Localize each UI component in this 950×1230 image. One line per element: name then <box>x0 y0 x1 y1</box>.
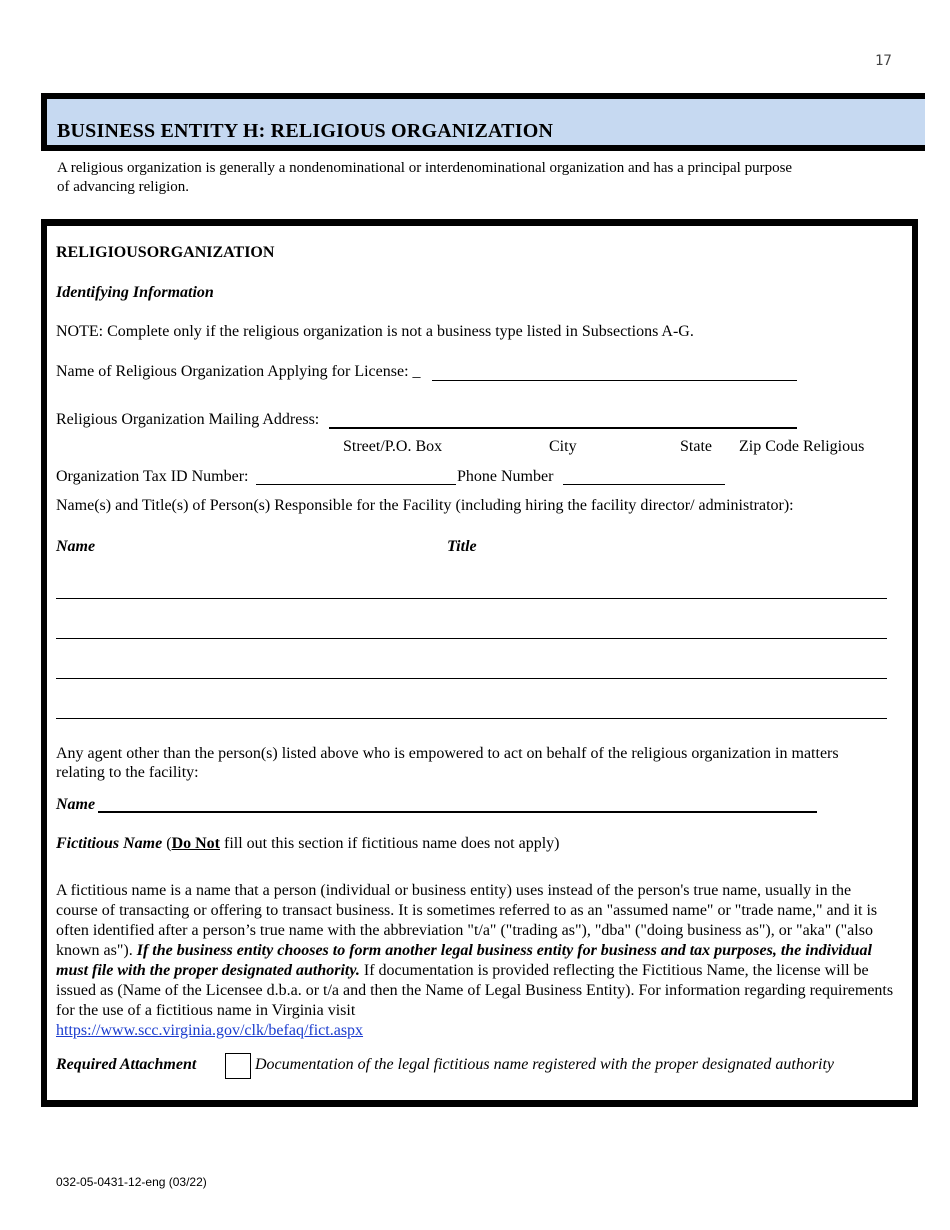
agent-name-label: Name <box>56 796 96 813</box>
org-name-field[interactable] <box>432 362 797 381</box>
fictitious-name-label: Fictitious Name <box>56 835 163 852</box>
mailing-address-field[interactable] <box>329 409 797 429</box>
do-not-emphasis: Do Not <box>171 835 220 852</box>
form-number-footer: 032-05-0431-12-eng (03/22) <box>56 1175 207 1189</box>
tax-id-label: Organization Tax ID Number: <box>56 468 249 485</box>
attachment-checkbox[interactable] <box>225 1053 251 1079</box>
intro-line-1: A religious organization is generally a nondenominational or interdenominational organization and has a principal purpose <box>57 160 793 176</box>
zip-sublabel: Zip Code Religious <box>739 438 865 455</box>
responsible-person-line-2[interactable] <box>56 620 887 639</box>
section-title: RELIGIOUSORGANIZATION <box>56 244 275 261</box>
fictitious-instruction: fill out this section if fictitious name does not apply) <box>220 835 560 852</box>
agent-text <box>56 744 896 782</box>
title-column-header: Title <box>447 538 477 555</box>
page-title: BUSINESS ENTITY H: RELIGIOUS ORGANIZATION <box>57 120 554 142</box>
tax-id-field[interactable] <box>256 467 456 485</box>
intro-text <box>57 159 857 197</box>
responsible-person-line-1[interactable] <box>56 580 887 599</box>
fictitious-para-1: A fictitious name is a name that a person (individual or business entity) uses instead of the person's true name, usually in the course of transacting or offering to transact business. It is sometimes referred to as an "assumed name" or "trade name," and it is often identified after a person’s true name with the abbreviation "t/a" ("trading as"), "dba" ("doing business as"), or "aka" ("also known as"). <box>56 882 878 959</box>
fictitious-para-bold: If the business entity chooses to form another legal business entity for business and tax purposes, the individual must file with the proper designated authority. <box>56 942 872 979</box>
page-number: 17 <box>875 53 892 69</box>
state-sublabel: State <box>680 438 712 455</box>
fictitious-description <box>56 881 896 1041</box>
agent-text-line-2: relating to the facility: <box>56 764 199 781</box>
subsection-title: Identifying Information <box>56 284 214 301</box>
agent-name-field[interactable] <box>98 794 817 813</box>
intro-line-2: of advancing religion. <box>57 179 190 195</box>
mailing-address-label: Religious Organization Mailing Address: <box>56 411 320 428</box>
fictitious-name-heading <box>56 835 560 853</box>
phone-field[interactable] <box>563 467 725 485</box>
name-column-header: Name <box>56 538 96 555</box>
org-name-label: Name of Religious Organization Applying for License: _ <box>56 363 421 380</box>
required-attachment-label: Required Attachment <box>56 1056 197 1073</box>
city-sublabel: City <box>549 438 577 455</box>
fictitious-name-link[interactable]: https://www.scc.virginia.gov/clk/befaq/fict.aspx <box>56 1022 364 1039</box>
responsible-persons-label: Name(s) and Title(s) of Person(s) Responsible for the Facility (including hiring the facility director/ administrator): <box>56 497 794 514</box>
fictitious-para-2: If documentation is provided reflecting the Fictitious Name, the license will be issued as (Name of the Licensee d.b.a. or t/a and then the Name of Legal Business Entity). For information regarding requirements for the use of a fictitious name in Virginia visit <box>56 962 894 1019</box>
phone-label: Phone Number <box>457 468 554 485</box>
responsible-person-line-3[interactable] <box>56 660 887 679</box>
street-sublabel: Street/P.O. Box <box>343 438 443 455</box>
agent-text-line-1: Any agent other than the person(s) listed above who is empowered to act on behalf of the religious organization in matters <box>56 745 839 762</box>
fictitious-paren-open: ( <box>162 835 172 852</box>
note-text: NOTE: Complete only if the religious organization is not a business type listed in Subsections A-G. <box>56 323 694 340</box>
attachment-description: Documentation of the legal fictitious name registered with the proper designated authority <box>255 1056 835 1073</box>
responsible-person-line-4[interactable] <box>56 700 887 719</box>
